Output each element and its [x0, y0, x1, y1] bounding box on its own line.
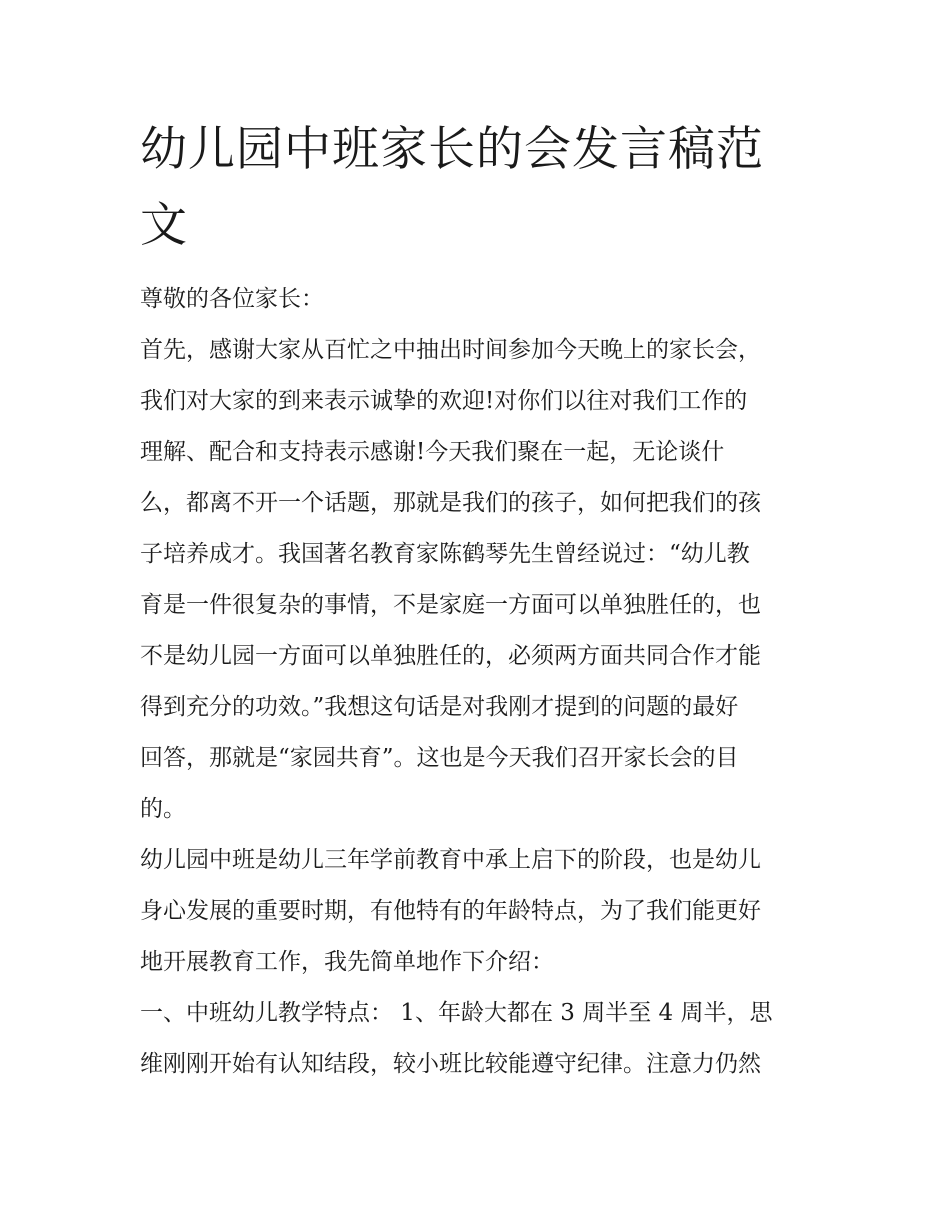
greeting: 尊敬的各位家长： — [140, 286, 324, 312]
text-line: 理解、配合和支持表示感谢!今天我们聚在一起，无论谈什 — [140, 439, 725, 465]
title-line: 文 — [140, 198, 188, 253]
document-body — [140, 112, 820, 1090]
text-line: 么，都离不开一个话题，那就是我们的孩子，如何把我们的孩 — [140, 490, 761, 516]
title-line: 幼儿园中班家长的会发言稿范 — [140, 122, 764, 177]
text-line: 幼儿园中班是幼儿三年学前教育中承上启下的阶段，也是幼儿 — [140, 847, 761, 873]
text-line: 育是一件很复杂的事情，不是家庭一方面可以单独胜任的，也 — [140, 592, 761, 618]
text-line: 得到充分的功效。”我想这句话是对我刚才提到的问题的最好 — [140, 694, 739, 720]
paragraph-teaching-features — [140, 988, 820, 1090]
text-line: 身心发展的重要时期，有他特有的年龄特点，为了我们能更好 — [140, 898, 761, 924]
text-line: 子培养成才。我国著名教育家陈鹤琴先生曾经说过：“幼儿教 — [140, 541, 750, 567]
paragraph-intro — [140, 325, 820, 835]
document-title — [140, 112, 820, 264]
text-line: 回答，那就是“家园共育”。这也是今天我们召开家长会的目 — [140, 745, 739, 771]
text-line: 的。 — [140, 796, 186, 822]
text-line: 一、中班幼儿教学特点： 1、年龄大都在 3 周半至 4 周半，思 — [140, 1000, 773, 1026]
text-line: 不是幼儿园一方面可以单独胜任的，必须两方面共同合作才能 — [140, 643, 761, 669]
text-line: 维刚刚开始有认知结段，较小班比较能遵守纪律。注意力仍然 — [140, 1051, 761, 1077]
text-line: 地开展教育工作，我先简单地作下介绍： — [140, 949, 554, 975]
paragraph-middle-class — [140, 835, 820, 988]
text-line: 我们对大家的到来表示诚挚的欢迎!对你们以往对我们工作的 — [140, 388, 748, 414]
text-line: 首先，感谢大家从百忙之中抽出时间参加今天晚上的家长会， — [140, 337, 761, 363]
